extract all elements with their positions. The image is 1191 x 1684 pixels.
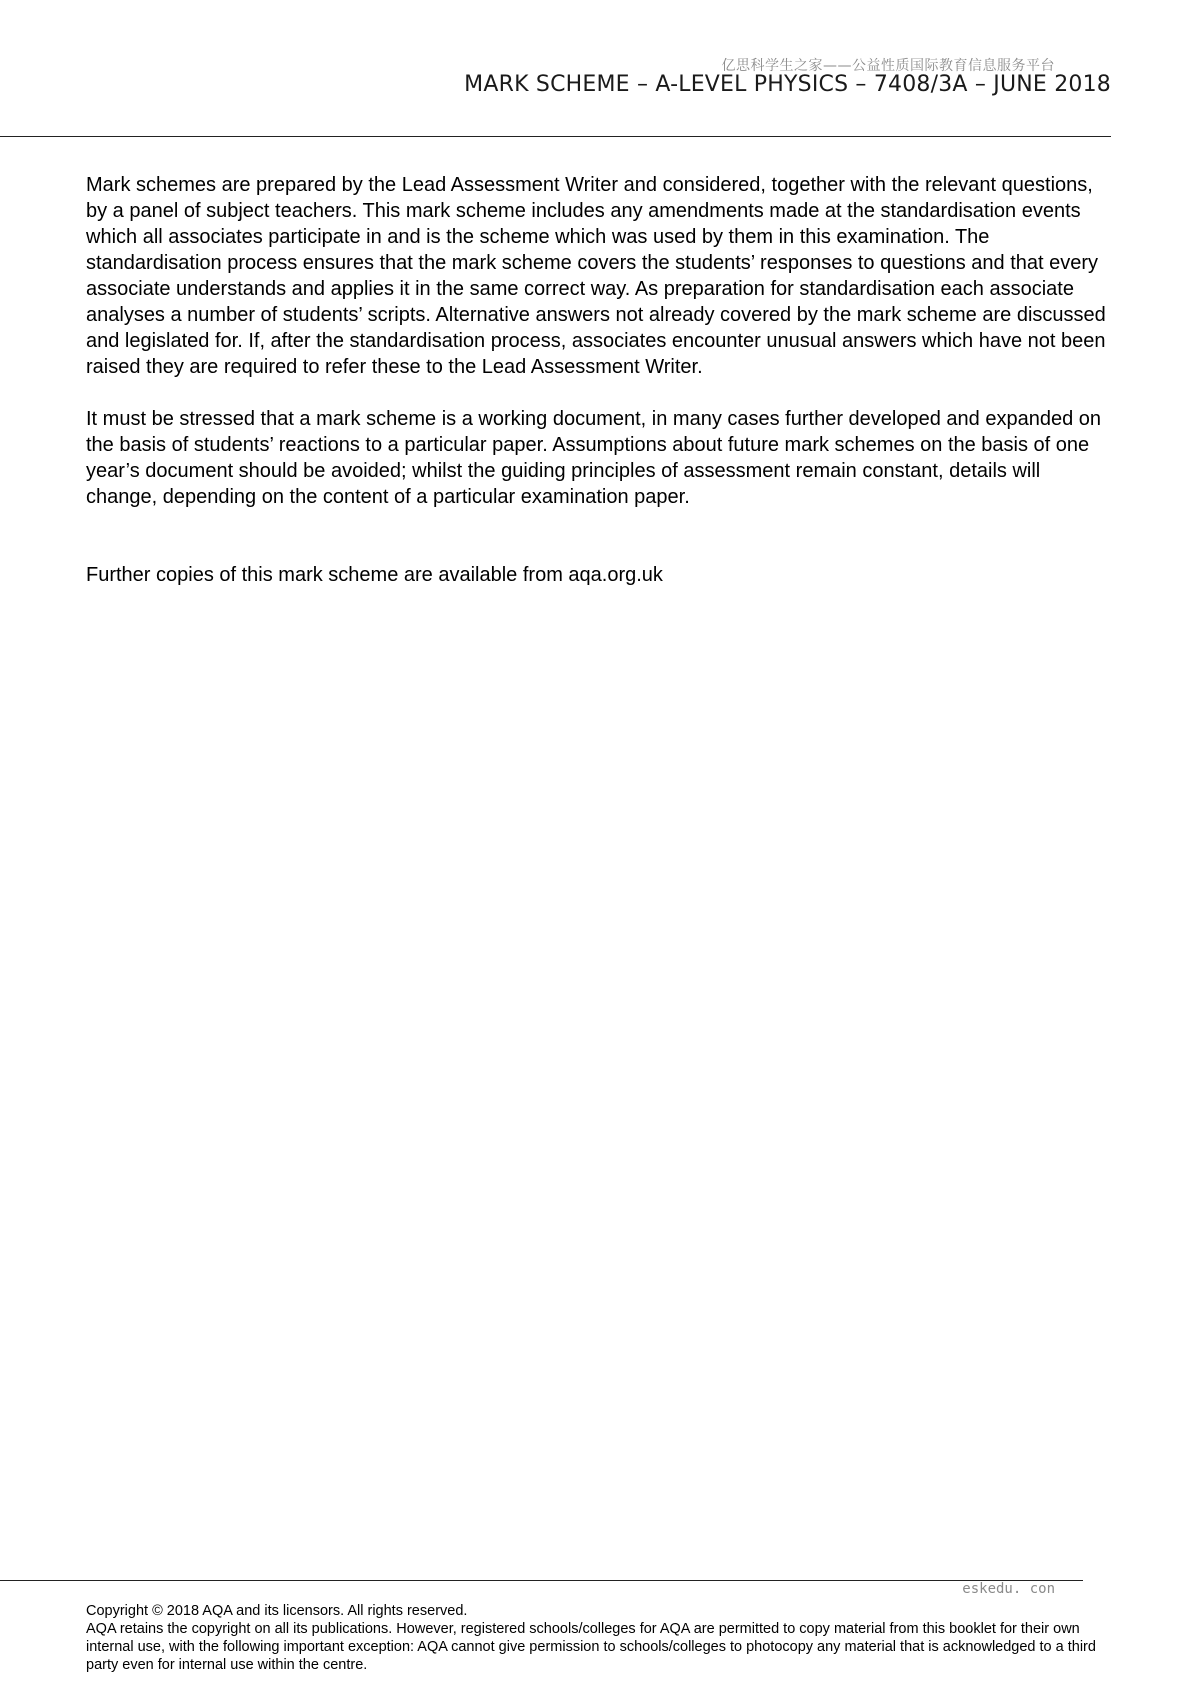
main-content xyxy=(86,172,1106,614)
header-watermark: 亿思科学生之家——公益性质国际教育信息服务平台 xyxy=(721,58,1055,74)
header-divider xyxy=(0,136,1111,137)
page-header-title: MARK SCHEME – A-LEVEL PHYSICS – 7408/3A – JUNE 2018 xyxy=(464,72,1111,97)
copyright-notice: AQA retains the copyright on all its publications. However, registered schools/colleges for AQA are permitted to copy material from this booklet for their own internal use, with the following important exception: AQA cannot give permission to schools/colleges to photocopy any material that is acknowledged to a third party even for internal use within the centre. xyxy=(86,1621,1096,1673)
intro-paragraph: Mark schemes are prepared by the Lead Assessment Writer and considered, together with the relevant questions, by a panel of subject teachers. This mark scheme includes any amendments made at the standardisation events which all associates participate in and is the scheme which was used by them in this examination. The standardisation process ensures that the mark scheme covers the students’ responses to questions and that every associate understands and applies it in the same correct way. As preparation for standardisation each associate analyses a number of students’ scripts. Alternative answers not already covered by the mark scheme are discussed and legislated for. If, after the standardisation process, associates encounter unusual answers which have not been raised they are required to refer these to the Lead Assessment Writer. xyxy=(86,174,1106,378)
footer xyxy=(86,1602,1106,1674)
working-document-paragraph: It must be stressed that a mark scheme is a working document, in many cases further developed and expanded on the basis of students’ reactions to a particular paper. Assumptions about future mark schemes on the basis of one year’s document should be avoided; whilst the guiding principles of assessment remain constant, details will change, depending on the content of a particular examination paper. xyxy=(86,408,1101,508)
footer-watermark: eskedu. con xyxy=(962,1581,1055,1597)
footer-divider xyxy=(0,1580,1083,1581)
copyright-line: Copyright © 2018 AQA and its licensors. All rights reserved. xyxy=(86,1603,468,1619)
further-copies-text: Further copies of this mark scheme are available from aqa.org.uk xyxy=(86,564,663,586)
